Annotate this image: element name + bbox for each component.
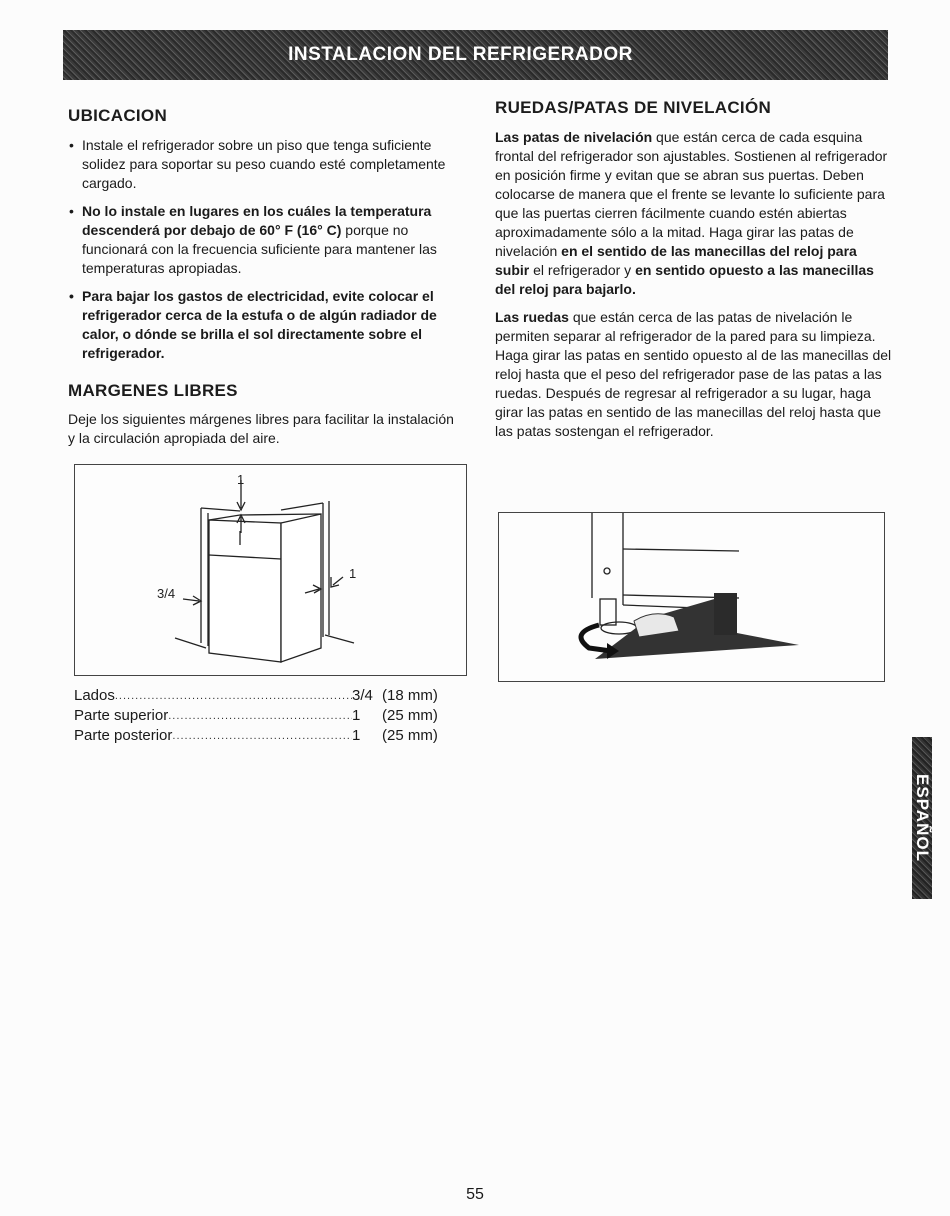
right-arrow-line-2 [333,577,343,585]
clearance-value: 3/4 [352,687,373,704]
clearance-row-posterior [74,726,454,746]
leveling-leg [600,599,616,625]
clearance-mm: (25 mm) [382,727,438,744]
floor-shadow [595,593,799,659]
language-tab [912,737,932,899]
margenes-heading: MARGENES LIBRES [68,381,238,400]
clearance-label: Parte superior [74,707,169,724]
dot-leader [115,686,352,706]
diagram-label-left: 3/4 [157,586,176,601]
ruedas-p1-text-2: el refrigerador y [529,262,636,278]
ubicacion-bullet-1-text: Instale el refrigerador sobre un piso que tenga suficiente solidez para soportar su peso cuando esté completamente cargado. [82,137,446,191]
cabinet-screw [604,568,610,574]
floor-line-right [325,635,354,643]
cabinet-bottom-line [623,549,739,551]
language-tab-label: ESPAÑOL [913,774,932,862]
wall-top-right [281,503,323,510]
ruedas-paragraph-2 [495,308,893,441]
roller-block [714,593,737,635]
right-column [495,98,893,441]
banner-title: INSTALACION DEL REFRIGERADOR [288,44,633,65]
clearance-value: 1 [352,727,361,744]
ubicacion-bullet-2 [68,202,463,278]
ruedas-p1-bold-2: en el sentido de las manecillas del reloj para subir [495,243,857,278]
wall-top-left [201,508,240,511]
ubicacion-bullet-2-text: porque no funcionará con la frecuencia suficiente para mantener las temperaturas apropiadas. [82,222,437,276]
fridge-front [209,520,281,662]
page-number: 55 [466,1186,484,1203]
ubicacion-bullet-3-text: Para bajar los gastos de electricidad, evite colocar el refrigerador cerca de la estufa o de algún radiador de calor, o dónde se brilla el sol directamente sobre el refrigerador. [82,288,437,361]
leveling-diagram [498,512,885,682]
ubicacion-bullet-2-bold: No lo instale en lugares en los cuáles la temperatura descenderá por debajo de 60° F (16° C) [82,203,432,238]
right-arrow-head-2 [331,577,339,587]
dot-leader [168,706,352,726]
clearance-diagram [74,464,467,676]
section-banner [63,30,888,80]
left-column [68,106,463,448]
clearance-mm: (25 mm) [382,707,438,724]
ruedas-paragraph-1 [495,128,893,299]
ruedas-heading: RUEDAS/PATAS DE NIVELACIÓN [495,98,772,117]
clearance-row-superior [74,706,454,726]
ubicacion-list [68,136,463,363]
clearance-label: Lados [74,687,115,704]
diagram-label-top: 1 [237,472,245,487]
ruedas-p1-text-1: que están cerca de cada esquina frontal del refrigerador son ajustables. Sostienen al refrigerador en posición firme y evitan que se abran sus puertas. Deben colocarse de manera que el frente se levante lo suficiente para que las puertas cierren fácilmente cuando estén abiertas aproximadamente sólo a la mitad. Haga girar las patas de nivelación [495,129,888,259]
clearance-value: 1 [352,707,361,724]
clearance-label: Parte posterior [74,727,173,744]
clearance-table [74,686,454,746]
ubicacion-heading: UBICACION [68,106,168,125]
dot-leader [172,726,352,746]
ruedas-p2-text-1: que están cerca de las patas de nivelación le permiten separar al refrigerador de la pared para su limpieza. Haga girar las patas en sentido opuesto al de las manecillas del reloj hasta que el peso del refrigerador pase de las patas a las ruedas. Después de regresar al refrigerador a su lugar, haga girar las patas en sentido de las manecillas del reloj hasta que las patas sostengan el refrigerador. [495,309,892,439]
ruedas-p2-bold-1: Las ruedas [495,309,569,325]
clearance-mm: (18 mm) [382,687,438,704]
margenes-text: Deje los siguientes márgenes libres para facilitar la instalación y la circulación apropiada del aire. [68,411,454,446]
fridge-side [281,514,321,662]
ubicacion-bullet-3 [68,287,463,363]
ruedas-p1-bold-1: Las patas de nivelación [495,129,653,145]
ruedas-p1-bold-3: en sentido opuesto a las manecillas del reloj para bajarlo. [495,262,874,297]
leveling-leg-illustration [499,513,883,680]
ubicacion-bullet-1 [68,136,463,193]
diagram-label-right: 1 [349,566,357,581]
left-arrow-line [183,599,199,601]
clearance-row-lados [74,686,454,706]
refrigerator-clearance-illustration [75,465,465,674]
rotation-arrow [581,625,611,651]
